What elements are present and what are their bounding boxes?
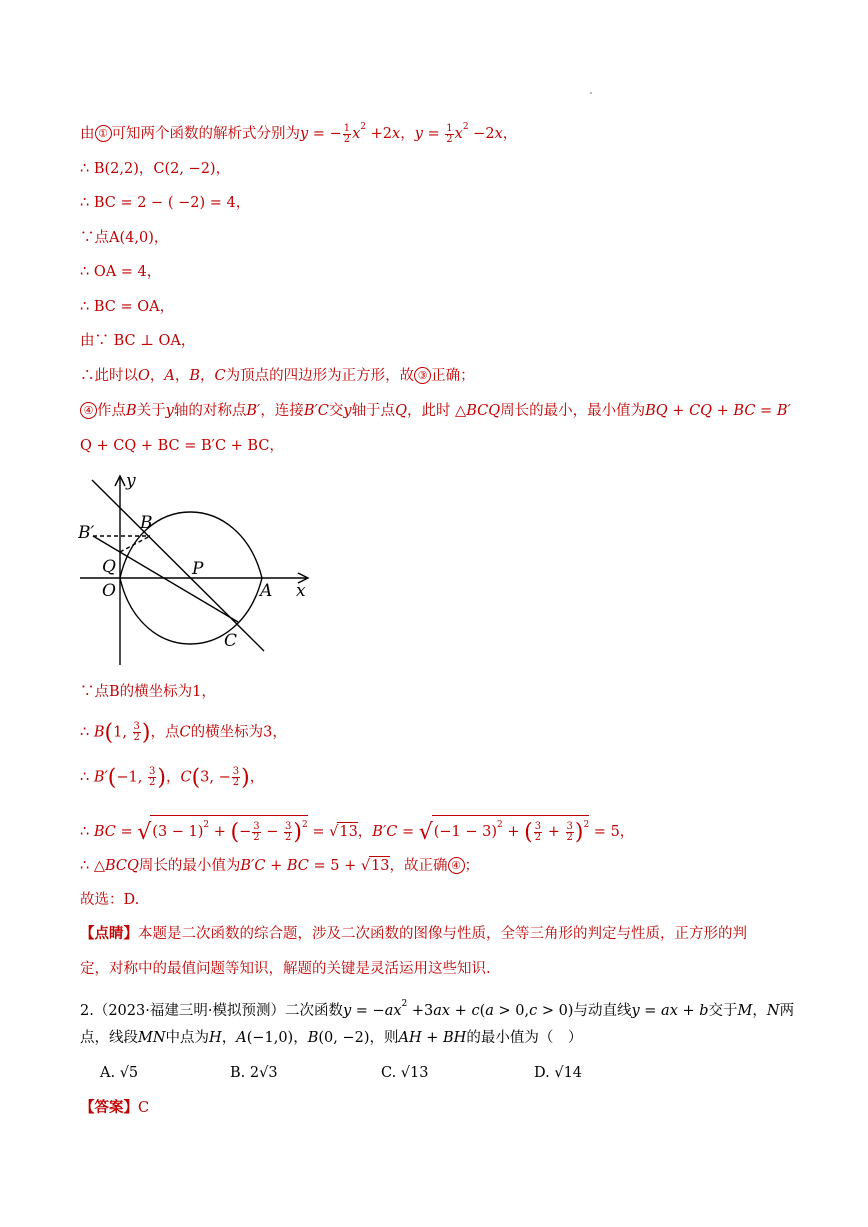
line-7: 由∵ BC ⊥ OA， <box>80 333 196 349</box>
scan-speck <box>590 92 592 94</box>
line-5: ∴ OA = 4， <box>80 264 162 280</box>
dashed-q-b <box>120 536 150 552</box>
label-x: x <box>296 581 306 601</box>
option-a: A. √5 <box>100 1065 139 1081</box>
line-14: ∴ BC = $√(3 - 1)^2$ + (− $\frac{3}{2}$ − $\frac{3}{2}$ )$^2$ = √13，$B'C = √(-1 - 3)^2$ + ( $\frac{3}{2}$ + $\frac{3}{2}$ )$^2$ = 5， <box>80 815 634 843</box>
line-6: ∴ BC = OA， <box>80 299 175 315</box>
label-q: Q <box>102 557 116 577</box>
question-2-line-1: 2.（2023·福建三明·模拟预测）二次函数$y = -ax^2 +3ax + c(a > 0,c > 0)$与动直线y = ax + b交于M，N两 <box>80 999 795 1019</box>
label-o: O <box>102 581 116 601</box>
line-13: ∴ B′(−1, $\frac{3}{2}$ )，C(3, − $\frac{3}{2}$ )， <box>80 765 265 791</box>
line-4: ∵点A(4,0)， <box>80 230 169 246</box>
label-a: A <box>260 581 273 601</box>
label-p: P <box>192 559 204 579</box>
line-8: ∴此时以O，A，B，C为顶点的四边形为正方形，故 ③ 正确； <box>80 368 475 384</box>
option-d: D. √14 <box>534 1065 583 1081</box>
line-3: ∴ BC = 2 − ( −2) = 4， <box>80 195 251 211</box>
tip-label: 【点睛】 <box>80 925 138 942</box>
line-b-prime-c <box>93 536 238 622</box>
lower-parabola <box>120 578 262 644</box>
line-18: 定，对称中的最值问题等知识，解题的关键是灵活运用这些知识. <box>80 961 491 977</box>
option-c: C. √13 <box>381 1065 429 1081</box>
question-2-line-2: 点，线段MN中点为H，A(−1,0)，B(0, −2)，则AH + BH的最小值为（ ） <box>80 1030 583 1046</box>
line-2: ∴ B(2,2)，C(2, −2)， <box>80 161 231 177</box>
label-c: C <box>224 631 238 651</box>
label-b: B <box>140 513 153 533</box>
tip-text: 本题是二次函数的综合题，涉及二次函数的图像与性质，全等三角形的判定与性质，正方形的判 <box>138 926 747 942</box>
parabola-figure <box>78 470 323 670</box>
line-bc <box>92 480 264 651</box>
label-y: y <box>126 471 136 491</box>
answer-value: C <box>138 1100 150 1116</box>
line-1: 由 ① 可知两个函数的解析式分别为y = − $\frac{1}{2}$ $x^2 +2x$，y = $\frac{1}{2}$ $x^2 -2x$， <box>80 122 518 145</box>
line-9: ④ 作点B关于y轴的对称点B′，连接B′C交y轴于点Q，此时 △BCQ周长的最小，最小值为BQ + CQ + BC = B′ <box>80 402 791 420</box>
line-15: ∴ △BCQ周长的最小值为B′C + BC = 5 + √13，故正确 ④ ； <box>80 858 480 874</box>
line-10: Q + CQ + BC = B′C + BC， <box>80 438 284 454</box>
line-11: ∵点B的横坐标为1， <box>80 684 216 700</box>
answer-label: 【答案】 <box>80 1099 138 1116</box>
line-16: 故选：D. <box>80 892 140 908</box>
option-b: B. 2√3 <box>230 1065 278 1081</box>
line-12: ∴ B(1, $\frac{3}{2}$ )，点C的横坐标为3， <box>80 720 287 746</box>
label-b-prime: B′ <box>78 523 95 543</box>
line-17 <box>80 925 747 943</box>
answer-line <box>80 1099 149 1117</box>
